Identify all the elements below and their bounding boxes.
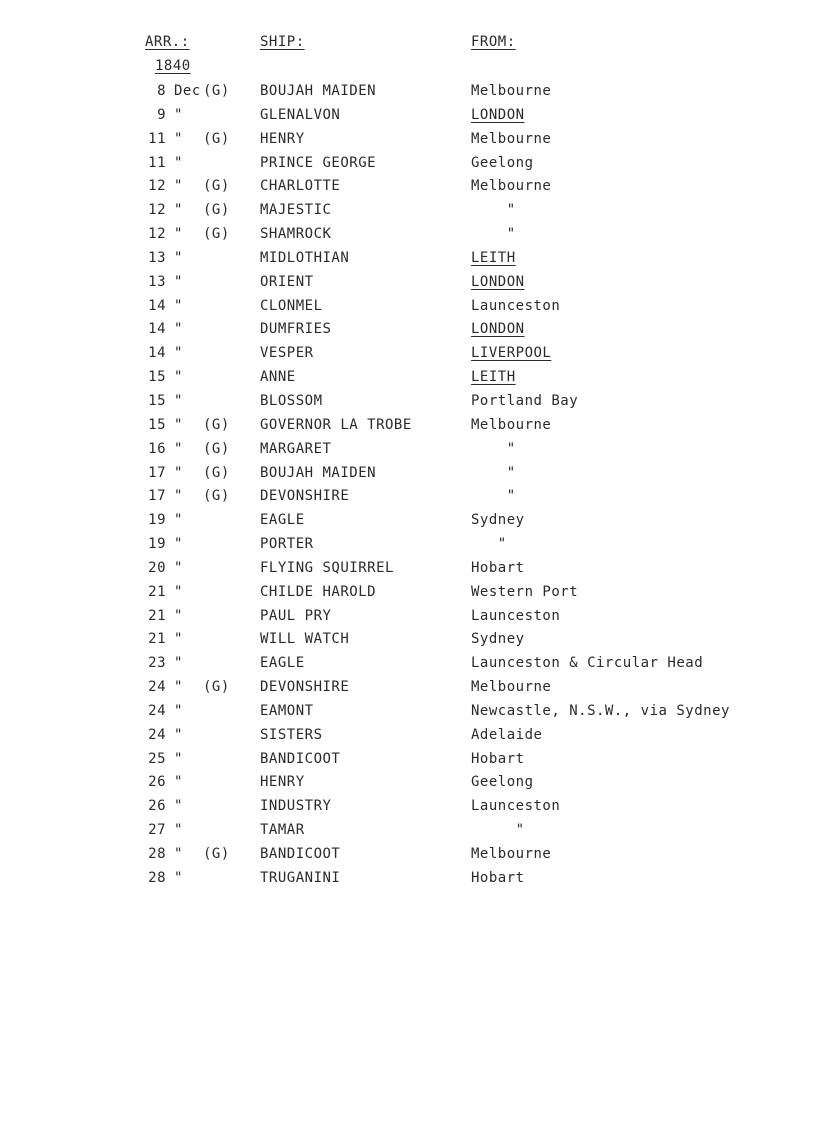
arrival-month: " bbox=[174, 822, 183, 839]
arrival-day: 19 bbox=[148, 536, 166, 553]
arrival-day: 15 bbox=[148, 416, 166, 433]
arrival-flag: (G) bbox=[203, 226, 230, 243]
column-header-row bbox=[0, 34, 816, 56]
arrival-day: 28 bbox=[148, 869, 166, 886]
arrival-day: 28 bbox=[148, 846, 166, 862]
origin-port: Launceston bbox=[471, 607, 561, 624]
ship-name: EAGLE bbox=[260, 512, 305, 529]
arrival-row bbox=[0, 749, 816, 773]
arrival-day: 16 bbox=[148, 440, 166, 457]
origin-port: Geelong bbox=[471, 774, 534, 791]
ship-name: BANDICOOT bbox=[260, 750, 341, 767]
origin-port: LEITH bbox=[471, 249, 516, 266]
arrival-month: " bbox=[174, 392, 183, 409]
origin-port: " bbox=[471, 488, 516, 505]
year-heading: 1840 bbox=[155, 58, 191, 74]
arrival-month: " bbox=[174, 416, 183, 433]
arrival-row bbox=[0, 343, 816, 367]
arrival-flag: (G) bbox=[203, 130, 230, 147]
arrival-flag: (G) bbox=[203, 202, 230, 219]
arrival-month: Dec bbox=[174, 83, 201, 99]
arrival-flag: (G) bbox=[203, 464, 230, 481]
arrival-month: " bbox=[174, 536, 183, 553]
arrival-day: 24 bbox=[148, 679, 166, 696]
arrival-day: 26 bbox=[148, 798, 166, 815]
origin-port: Portland Bay bbox=[471, 392, 579, 409]
arrival-month: " bbox=[174, 154, 183, 171]
origin-port: " bbox=[471, 536, 507, 553]
origin-port: Hobart bbox=[471, 869, 525, 886]
arrival-row bbox=[0, 224, 816, 248]
arrival-row bbox=[0, 677, 816, 701]
origin-port: Melbourne bbox=[471, 178, 552, 195]
ship-name: PORTER bbox=[260, 536, 314, 553]
arrival-day: 27 bbox=[148, 822, 166, 839]
arrival-day: 23 bbox=[148, 655, 166, 672]
arrival-month: " bbox=[174, 726, 183, 743]
ship-name: CHARLOTTE bbox=[260, 178, 341, 195]
arrival-row bbox=[0, 844, 816, 868]
origin-port: " bbox=[471, 464, 516, 481]
arrival-month: " bbox=[174, 226, 183, 243]
arrival-month: " bbox=[174, 130, 183, 147]
ship-name: INDUSTRY bbox=[260, 798, 332, 815]
arrival-month: " bbox=[174, 273, 183, 290]
ship-name: ANNE bbox=[260, 369, 296, 386]
arrival-row bbox=[0, 129, 816, 153]
arrival-day: 15 bbox=[148, 392, 166, 409]
origin-port: LEITH bbox=[471, 369, 516, 386]
ship-name: BOUJAH MAIDEN bbox=[260, 464, 377, 481]
origin-port: LONDON bbox=[471, 321, 525, 338]
arrival-month: " bbox=[174, 774, 183, 791]
arrival-day: 24 bbox=[148, 702, 166, 719]
ship-name: EAGLE bbox=[260, 655, 305, 672]
arrival-row bbox=[0, 653, 816, 677]
ship-name: TRUGANINI bbox=[260, 869, 341, 886]
arrival-month: " bbox=[174, 345, 183, 362]
origin-port: LONDON bbox=[471, 106, 525, 123]
arrival-month: " bbox=[174, 559, 183, 576]
ship-name: PAUL PRY bbox=[260, 607, 332, 624]
arrival-flag: (G) bbox=[203, 178, 230, 195]
ship-name: CLONMEL bbox=[260, 297, 323, 314]
arrival-row bbox=[0, 796, 816, 820]
arrival-day: 12 bbox=[148, 226, 166, 243]
arrival-row bbox=[0, 534, 816, 558]
arrival-row bbox=[0, 415, 816, 439]
arrival-flag: (G) bbox=[203, 440, 230, 457]
ship-name: EAMONT bbox=[260, 702, 314, 719]
origin-port: " bbox=[471, 440, 516, 457]
arrival-month: " bbox=[174, 202, 183, 219]
origin-port: " bbox=[471, 822, 525, 839]
origin-port: Launceston & Circular Head bbox=[471, 655, 704, 672]
arrival-flag: (G) bbox=[203, 679, 230, 696]
arrival-day: 12 bbox=[148, 202, 166, 219]
arrival-month: " bbox=[174, 488, 183, 505]
arrival-row bbox=[0, 486, 816, 510]
ship-name: DEVONSHIRE bbox=[260, 679, 350, 696]
arrival-row bbox=[0, 105, 816, 129]
origin-port: Hobart bbox=[471, 559, 525, 576]
arrival-month: " bbox=[174, 249, 183, 266]
origin-port: Melbourne bbox=[471, 416, 552, 433]
origin-port: Launceston bbox=[471, 798, 561, 815]
ship-name: SHAMROCK bbox=[260, 226, 332, 243]
arrival-day: 25 bbox=[148, 750, 166, 767]
ship-name: MIDLOTHIAN bbox=[260, 249, 350, 266]
arrival-month: " bbox=[174, 702, 183, 719]
ship-name: GOVERNOR LA TROBE bbox=[260, 416, 412, 433]
arrival-day: 20 bbox=[148, 559, 166, 576]
arrival-row bbox=[0, 725, 816, 749]
arrival-month: " bbox=[174, 607, 183, 624]
ship-name: VESPER bbox=[260, 345, 314, 362]
header-from: FROM: bbox=[471, 34, 516, 50]
origin-port: Hobart bbox=[471, 750, 525, 767]
origin-port: Melbourne bbox=[471, 83, 552, 99]
arrival-row bbox=[0, 558, 816, 582]
arrival-row bbox=[0, 772, 816, 796]
arrival-row bbox=[0, 820, 816, 844]
arrival-day: 8 bbox=[157, 83, 166, 99]
arrival-day: 14 bbox=[148, 297, 166, 314]
arrival-month: " bbox=[174, 369, 183, 386]
arrival-month: " bbox=[174, 631, 183, 648]
arrival-row bbox=[0, 367, 816, 391]
arrival-day: 11 bbox=[148, 130, 166, 147]
header-arrival: ARR.: bbox=[145, 34, 190, 50]
origin-port: Melbourne bbox=[471, 846, 552, 862]
arrival-flag: (G) bbox=[203, 488, 230, 505]
arrival-row bbox=[0, 296, 816, 320]
ship-name: BANDICOOT bbox=[260, 846, 341, 862]
arrival-row bbox=[0, 606, 816, 630]
arrival-day: 21 bbox=[148, 583, 166, 600]
ship-name: BLOSSOM bbox=[260, 392, 323, 409]
ship-name: HENRY bbox=[260, 130, 305, 147]
arrival-day: 11 bbox=[148, 154, 166, 171]
arrival-month: " bbox=[174, 655, 183, 672]
arrival-row bbox=[0, 463, 816, 487]
ship-name: MAJESTIC bbox=[260, 202, 332, 219]
origin-port: Melbourne bbox=[471, 679, 552, 696]
ship-name: WILL WATCH bbox=[260, 631, 350, 648]
arrival-day: 17 bbox=[148, 464, 166, 481]
arrival-row bbox=[0, 439, 816, 463]
ship-name: ORIENT bbox=[260, 273, 314, 290]
origin-port: Melbourne bbox=[471, 130, 552, 147]
arrival-day: 9 bbox=[157, 106, 166, 123]
arrival-month: " bbox=[174, 440, 183, 457]
arrival-day: 13 bbox=[148, 249, 166, 266]
arrival-day: 24 bbox=[148, 726, 166, 743]
ship-name: DEVONSHIRE bbox=[260, 488, 350, 505]
ship-name: SISTERS bbox=[260, 726, 323, 743]
arrival-month: " bbox=[174, 178, 183, 195]
arrival-row bbox=[0, 200, 816, 224]
arrival-month: " bbox=[174, 798, 183, 815]
arrival-row bbox=[0, 81, 816, 105]
arrival-row bbox=[0, 701, 816, 725]
arrival-month: " bbox=[174, 869, 183, 886]
arrival-month: " bbox=[174, 679, 183, 696]
arrival-flag: (G) bbox=[203, 846, 230, 862]
arrival-row bbox=[0, 510, 816, 534]
arrival-day: 21 bbox=[148, 631, 166, 648]
arrival-month: " bbox=[174, 464, 183, 481]
origin-port: Launceston bbox=[471, 297, 561, 314]
arrival-day: 14 bbox=[148, 321, 166, 338]
arrival-flag: (G) bbox=[203, 83, 230, 99]
origin-port: " bbox=[471, 202, 516, 219]
arrival-flag: (G) bbox=[203, 416, 230, 433]
arrival-day: 13 bbox=[148, 273, 166, 290]
arrival-month: " bbox=[174, 106, 183, 123]
ship-name: PRINCE GEORGE bbox=[260, 154, 377, 171]
arrival-day: 12 bbox=[148, 178, 166, 195]
origin-port: Geelong bbox=[471, 154, 534, 171]
origin-port: Sydney bbox=[471, 512, 525, 529]
arrival-day: 14 bbox=[148, 345, 166, 362]
origin-port: " bbox=[471, 226, 516, 243]
arrival-day: 19 bbox=[148, 512, 166, 529]
arrival-row bbox=[0, 176, 816, 200]
origin-port: Sydney bbox=[471, 631, 525, 648]
ship-name: DUMFRIES bbox=[260, 321, 332, 338]
arrival-row bbox=[0, 868, 816, 892]
arrival-row bbox=[0, 629, 816, 653]
ship-name: HENRY bbox=[260, 774, 305, 791]
arrival-row bbox=[0, 391, 816, 415]
origin-port: LONDON bbox=[471, 273, 525, 290]
ship-name: MARGARET bbox=[260, 440, 332, 457]
arrival-row bbox=[0, 153, 816, 177]
arrival-row bbox=[0, 582, 816, 606]
arrival-row bbox=[0, 272, 816, 296]
arrivals-list bbox=[0, 81, 816, 892]
arrival-row bbox=[0, 319, 816, 343]
arrival-month: " bbox=[174, 846, 183, 862]
arrival-day: 15 bbox=[148, 369, 166, 386]
origin-port: Adelaide bbox=[471, 726, 543, 743]
ship-name: CHILDE HAROLD bbox=[260, 583, 377, 600]
arrival-day: 21 bbox=[148, 607, 166, 624]
arrival-day: 17 bbox=[148, 488, 166, 505]
ship-name: TAMAR bbox=[260, 822, 305, 839]
arrival-month: " bbox=[174, 583, 183, 600]
arrival-month: " bbox=[174, 297, 183, 314]
arrival-row bbox=[0, 248, 816, 272]
arrival-day: 26 bbox=[148, 774, 166, 791]
origin-port: Newcastle, N.S.W., via Sydney bbox=[471, 702, 730, 719]
ship-name: BOUJAH MAIDEN bbox=[260, 83, 377, 99]
header-ship: SHIP: bbox=[260, 34, 305, 50]
ship-name: GLENALVON bbox=[260, 106, 341, 123]
arrival-month: " bbox=[174, 321, 183, 338]
arrival-month: " bbox=[174, 750, 183, 767]
origin-port: LIVERPOOL bbox=[471, 345, 552, 362]
arrival-month: " bbox=[174, 512, 183, 529]
ship-name: FLYING SQUIRREL bbox=[260, 559, 394, 576]
origin-port: Western Port bbox=[471, 583, 579, 600]
